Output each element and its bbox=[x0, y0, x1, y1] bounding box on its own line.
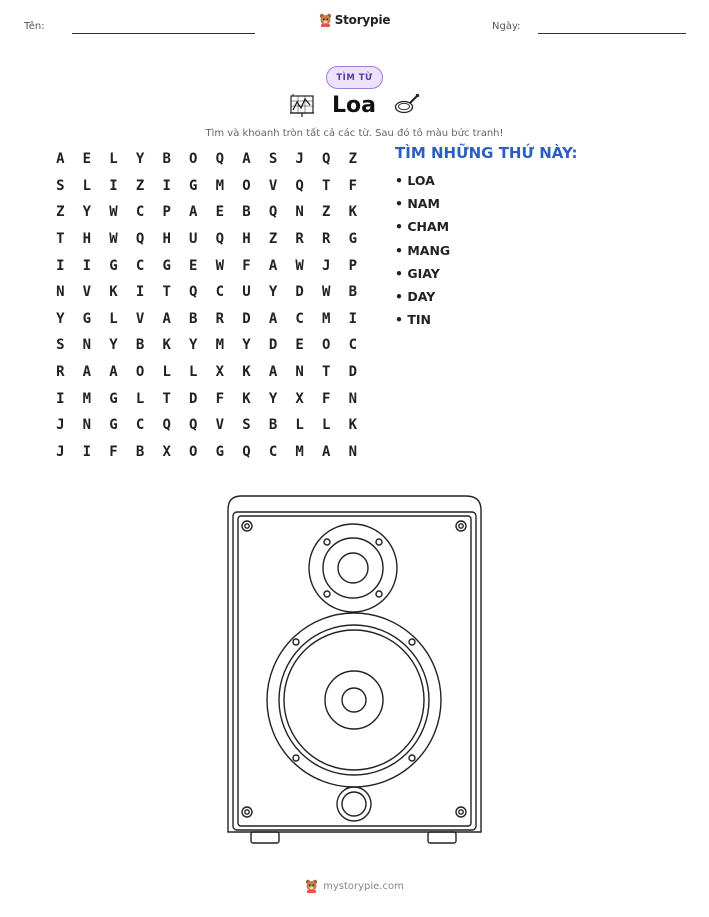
grid-cell[interactable]: O bbox=[189, 151, 198, 168]
grid-cell[interactable]: A bbox=[268, 364, 278, 381]
grid-cell[interactable]: A bbox=[242, 151, 251, 168]
grid-cell[interactable]: W bbox=[215, 257, 225, 274]
grid-cell[interactable]: G bbox=[189, 177, 198, 194]
speaker-illustration[interactable] bbox=[223, 492, 486, 850]
grid-cell[interactable]: B bbox=[242, 204, 251, 221]
grid-cell[interactable]: T bbox=[322, 177, 331, 194]
grid-cell[interactable]: A bbox=[268, 257, 278, 274]
grid-cell[interactable]: Y bbox=[56, 310, 65, 327]
grid-cell[interactable]: W bbox=[109, 231, 118, 248]
grid-cell[interactable]: K bbox=[242, 390, 251, 407]
page-title: Loa bbox=[332, 93, 376, 118]
grid-cell[interactable]: C bbox=[348, 337, 358, 354]
grid-cell[interactable]: I bbox=[109, 177, 118, 194]
grid-cell[interactable]: Y bbox=[189, 337, 198, 354]
grid-cell[interactable]: I bbox=[82, 443, 92, 460]
grid-cell[interactable]: B bbox=[348, 284, 358, 301]
grid-cell[interactable]: I bbox=[135, 284, 145, 301]
grid-row bbox=[47, 199, 367, 226]
grid-cell[interactable]: M bbox=[322, 310, 331, 327]
grid-cell[interactable]: A bbox=[56, 151, 65, 168]
grid-cell[interactable]: H bbox=[162, 231, 171, 248]
grid-cell[interactable]: F bbox=[242, 257, 251, 274]
grid-cell[interactable]: X bbox=[215, 364, 225, 381]
grid-cell[interactable]: K bbox=[348, 417, 358, 434]
grid-cell[interactable]: U bbox=[189, 231, 198, 248]
grid-cell[interactable]: N bbox=[295, 364, 304, 381]
grid-cell[interactable]: M bbox=[82, 390, 92, 407]
grid-cell[interactable]: C bbox=[295, 310, 304, 327]
grid-cell[interactable]: G bbox=[109, 390, 118, 407]
grid-cell[interactable]: G bbox=[109, 257, 118, 274]
grid-cell[interactable]: W bbox=[295, 257, 304, 274]
grid-cell[interactable]: Y bbox=[135, 151, 145, 168]
grid-cell[interactable]: Z bbox=[322, 204, 331, 221]
list-item: • NAM bbox=[395, 196, 440, 212]
grid-cell[interactable]: C bbox=[135, 257, 145, 274]
grid-row bbox=[47, 412, 367, 439]
grid-cell[interactable]: S bbox=[268, 151, 278, 168]
grid-cell[interactable]: K bbox=[348, 204, 358, 221]
grid-cell[interactable]: V bbox=[135, 310, 145, 327]
grid-cell[interactable]: N bbox=[82, 417, 92, 434]
list-item: • MANG bbox=[395, 242, 451, 258]
grid-cell[interactable]: N bbox=[56, 284, 65, 301]
grid-row bbox=[47, 226, 367, 253]
grid-cell[interactable]: L bbox=[109, 310, 118, 327]
grid-cell[interactable]: J bbox=[322, 257, 331, 274]
grid-cell[interactable]: W bbox=[322, 284, 331, 301]
grid-cell[interactable]: I bbox=[56, 390, 65, 407]
grid-cell[interactable]: D bbox=[295, 284, 304, 301]
grid-cell[interactable]: D bbox=[242, 310, 251, 327]
grid-cell[interactable]: S bbox=[242, 417, 251, 434]
brand-logo bbox=[0, 13, 709, 27]
grid-cell[interactable]: L bbox=[189, 364, 198, 381]
grid-cell[interactable]: D bbox=[268, 337, 278, 354]
grid-cell[interactable]: E bbox=[189, 257, 198, 274]
grid-row bbox=[47, 439, 367, 466]
grid-row bbox=[47, 306, 367, 333]
grid-cell[interactable]: L bbox=[109, 151, 118, 168]
grid-cell[interactable]: G bbox=[109, 417, 118, 434]
grid-cell[interactable]: N bbox=[82, 337, 92, 354]
footer bbox=[0, 879, 709, 893]
grid-cell[interactable]: R bbox=[215, 310, 225, 327]
grid-cell[interactable]: Z bbox=[348, 151, 358, 168]
grid-row bbox=[47, 359, 367, 386]
grid-cell[interactable]: G bbox=[348, 231, 358, 248]
grid-cell[interactable]: K bbox=[109, 284, 118, 301]
grid-cell[interactable]: A bbox=[82, 364, 92, 381]
grid-cell[interactable]: M bbox=[215, 337, 225, 354]
grid-cell[interactable]: T bbox=[322, 364, 331, 381]
date-line[interactable] bbox=[538, 33, 686, 34]
grid-cell[interactable]: G bbox=[82, 310, 92, 327]
grid-cell[interactable]: C bbox=[215, 284, 225, 301]
grid-cell[interactable]: L bbox=[82, 177, 92, 194]
grid-cell[interactable]: P bbox=[348, 257, 358, 274]
grid-cell[interactable]: Q bbox=[242, 443, 251, 460]
grid-cell[interactable]: T bbox=[162, 390, 171, 407]
grid-cell[interactable]: Q bbox=[189, 417, 198, 434]
grid-cell[interactable]: L bbox=[295, 417, 304, 434]
grid-cell[interactable]: T bbox=[56, 231, 65, 248]
grid-cell[interactable]: E bbox=[215, 204, 225, 221]
grid-cell[interactable]: Q bbox=[215, 151, 225, 168]
grid-cell[interactable]: A bbox=[268, 310, 278, 327]
grid-cell[interactable]: K bbox=[162, 337, 171, 354]
grid-cell[interactable]: B bbox=[135, 337, 145, 354]
grid-row bbox=[47, 252, 367, 279]
grid-cell[interactable]: H bbox=[242, 231, 251, 248]
grid-cell[interactable]: R bbox=[322, 231, 331, 248]
word-search-grid[interactable] bbox=[47, 146, 367, 465]
grid-cell[interactable]: A bbox=[189, 204, 198, 221]
grid-cell[interactable]: Y bbox=[109, 337, 118, 354]
grid-cell[interactable]: Q bbox=[215, 231, 225, 248]
grid-cell[interactable]: C bbox=[135, 417, 145, 434]
grid-cell[interactable]: Y bbox=[82, 204, 92, 221]
list-item: • LOA bbox=[395, 173, 435, 188]
grid-cell[interactable]: F bbox=[348, 177, 358, 194]
list-item: • DAY bbox=[395, 288, 436, 304]
grid-cell[interactable]: O bbox=[322, 337, 331, 354]
grid-cell[interactable]: L bbox=[135, 390, 145, 407]
grid-cell[interactable]: X bbox=[295, 390, 304, 407]
grid-cell[interactable]: G bbox=[162, 257, 171, 274]
grid-cell[interactable]: J bbox=[56, 417, 65, 434]
grid-cell[interactable]: T bbox=[162, 284, 171, 301]
grid-cell[interactable]: F bbox=[322, 390, 331, 407]
grid-cell[interactable]: F bbox=[215, 390, 225, 407]
grid-cell[interactable]: X bbox=[162, 443, 171, 460]
grid-cell[interactable]: U bbox=[242, 284, 251, 301]
grid-cell[interactable]: Y bbox=[268, 390, 278, 407]
grid-cell[interactable]: L bbox=[162, 364, 171, 381]
grid-cell[interactable]: B bbox=[162, 151, 171, 168]
chart-board-icon bbox=[289, 93, 315, 118]
grid-cell[interactable]: I bbox=[162, 177, 171, 194]
grid-cell[interactable]: P bbox=[162, 204, 171, 221]
grid-cell[interactable]: M bbox=[295, 443, 304, 460]
grid-row bbox=[47, 173, 367, 200]
grid-cell[interactable]: Z bbox=[268, 231, 278, 248]
grid-cell[interactable]: Y bbox=[242, 337, 251, 354]
grid-cell[interactable]: R bbox=[295, 231, 304, 248]
bear-mascot-icon bbox=[319, 13, 332, 27]
grid-cell[interactable]: S bbox=[56, 337, 65, 354]
grid-cell[interactable]: Z bbox=[56, 204, 65, 221]
grid-cell[interactable]: B bbox=[135, 443, 145, 460]
frying-pan-icon bbox=[394, 93, 420, 115]
bear-mascot-icon bbox=[305, 879, 318, 893]
grid-cell[interactable]: L bbox=[322, 417, 331, 434]
grid-cell[interactable]: W bbox=[109, 204, 118, 221]
grid-cell[interactable]: O bbox=[242, 177, 251, 194]
grid-cell[interactable]: F bbox=[109, 443, 118, 460]
grid-cell[interactable]: R bbox=[56, 364, 65, 381]
grid-cell[interactable]: N bbox=[348, 443, 358, 460]
grid-cell[interactable]: A bbox=[322, 443, 331, 460]
grid-cell[interactable]: G bbox=[215, 443, 225, 460]
grid-cell[interactable]: M bbox=[215, 177, 225, 194]
grid-cell[interactable]: V bbox=[215, 417, 225, 434]
list-item: • CHAM bbox=[395, 219, 450, 235]
grid-cell[interactable]: O bbox=[189, 443, 198, 460]
grid-cell[interactable]: A bbox=[109, 364, 118, 381]
activity-badge: TÌM TỪ bbox=[326, 66, 383, 89]
grid-cell[interactable]: O bbox=[135, 364, 145, 381]
grid-cell[interactable]: N bbox=[348, 390, 358, 407]
grid-cell[interactable]: V bbox=[268, 177, 278, 194]
word-list-title: TÌM NHỮNG THỨ NÀY: bbox=[395, 144, 578, 162]
grid-cell[interactable]: J bbox=[295, 151, 304, 168]
instructions: Tìm và khoanh tròn tất cả các từ. Sau đó tô màu bức tranh! bbox=[205, 128, 504, 139]
name-line[interactable] bbox=[72, 33, 255, 34]
grid-cell[interactable]: Q bbox=[268, 204, 278, 221]
brand-name: Storypie bbox=[334, 13, 391, 27]
grid-cell[interactable]: J bbox=[56, 443, 65, 460]
grid-cell[interactable]: I bbox=[82, 257, 92, 274]
grid-cell[interactable]: Z bbox=[135, 177, 145, 194]
grid-cell[interactable]: H bbox=[82, 231, 92, 248]
grid-cell[interactable]: S bbox=[56, 177, 65, 194]
grid-cell[interactable]: I bbox=[56, 257, 65, 274]
name-label: Tên: bbox=[24, 21, 45, 32]
date-label: Ngày: bbox=[492, 21, 521, 32]
footer-url[interactable]: mystorypie.com bbox=[323, 880, 404, 892]
grid-cell[interactable]: Q bbox=[295, 177, 304, 194]
grid-row bbox=[47, 146, 367, 173]
list-item: • GIAY bbox=[395, 265, 440, 281]
grid-cell[interactable]: E bbox=[82, 151, 92, 168]
grid-row bbox=[47, 332, 367, 359]
grid-row bbox=[47, 279, 367, 306]
grid-cell[interactable]: C bbox=[135, 204, 145, 221]
grid-cell[interactable]: V bbox=[82, 284, 92, 301]
grid-cell[interactable]: D bbox=[348, 364, 358, 381]
grid-cell[interactable]: B bbox=[268, 417, 278, 434]
grid-cell[interactable]: C bbox=[268, 443, 278, 460]
grid-cell[interactable]: I bbox=[348, 310, 358, 327]
word-list bbox=[395, 170, 450, 332]
grid-cell[interactable]: D bbox=[189, 390, 198, 407]
grid-cell[interactable]: Q bbox=[135, 231, 145, 248]
list-item: • TIN bbox=[395, 312, 431, 328]
grid-row bbox=[47, 385, 367, 412]
grid-cell[interactable]: B bbox=[189, 310, 198, 327]
grid-cell[interactable]: Q bbox=[162, 417, 171, 434]
grid-cell[interactable]: A bbox=[162, 310, 171, 327]
grid-cell[interactable]: E bbox=[295, 337, 304, 354]
grid-cell[interactable]: Y bbox=[268, 284, 278, 301]
grid-cell[interactable]: Q bbox=[189, 284, 198, 301]
grid-cell[interactable]: K bbox=[242, 364, 251, 381]
grid-cell[interactable]: Q bbox=[322, 151, 331, 168]
grid-cell[interactable]: N bbox=[295, 204, 304, 221]
